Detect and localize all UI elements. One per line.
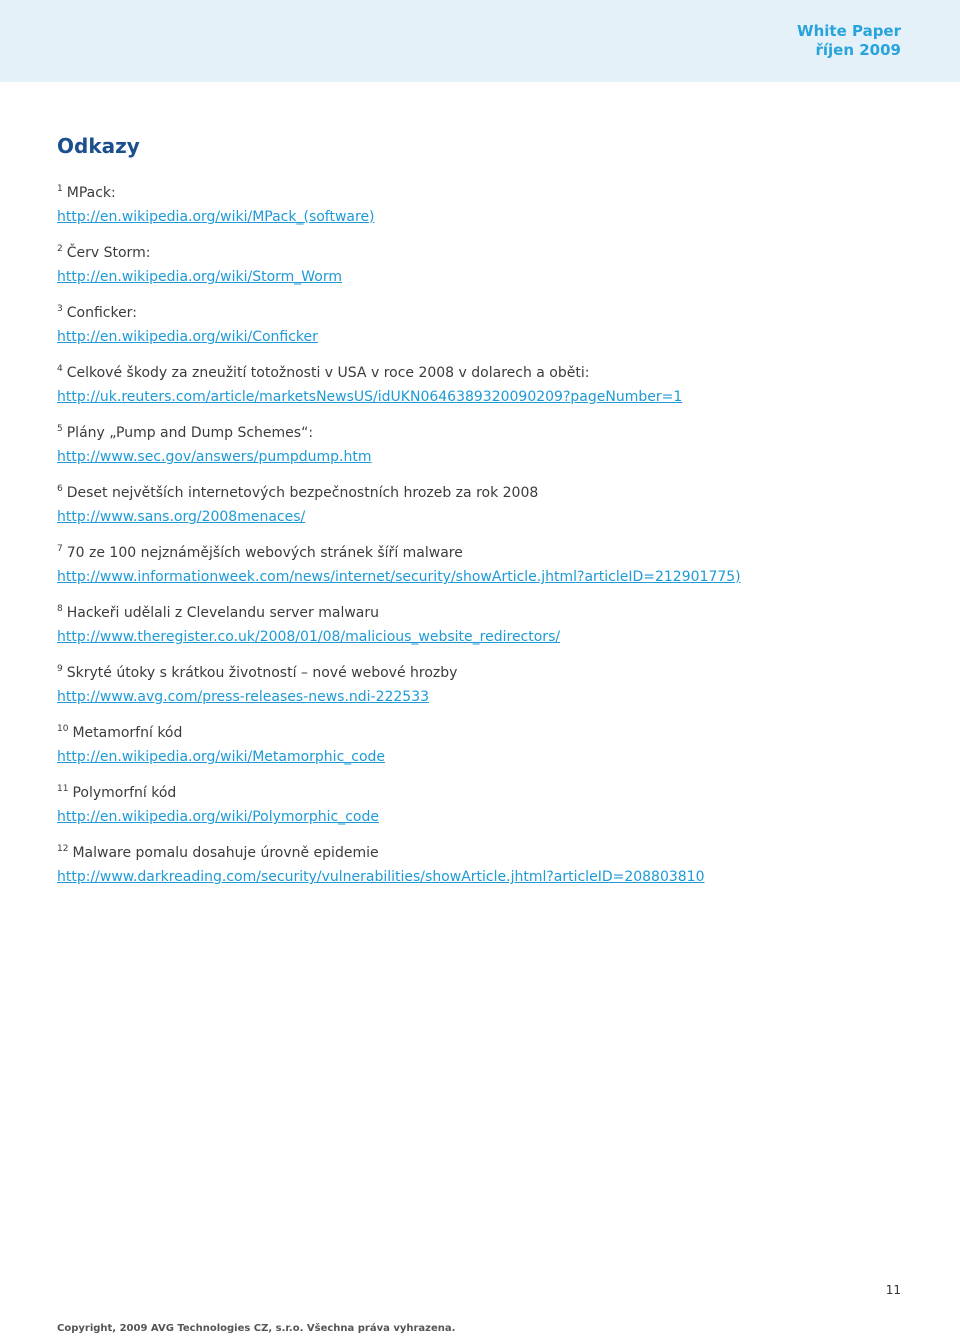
reference-text: Skryté útoky s krátkou životností – nové webové hrozby <box>66 665 458 681</box>
reference-description <box>57 244 917 262</box>
reference-description <box>57 544 917 562</box>
reference-description <box>57 784 917 802</box>
reference-item <box>57 424 917 484</box>
reference-description <box>57 724 917 742</box>
reference-number: 11 <box>57 784 69 795</box>
reference-link[interactable]: http://www.avg.com/press-releases-news.ndi-222533 <box>57 689 430 705</box>
reference-description <box>57 604 917 622</box>
footer-copyright: Copyright, 2009 AVG Technologies CZ, s.r.o. Všechna práva vyhrazena. <box>57 1323 456 1334</box>
reference-text: Plány „Pump and Dump Schemes“: <box>66 425 314 441</box>
reference-link[interactable]: http://en.wikipedia.org/wiki/Conficker <box>57 329 318 345</box>
reference-item <box>57 484 917 544</box>
reference-item <box>57 784 917 844</box>
page-number: 11 <box>885 1283 901 1297</box>
reference-text: Deset největších internetových bezpečnostních hrozeb za rok 2008 <box>66 485 539 501</box>
reference-link[interactable]: http://www.theregister.co.uk/2008/01/08/malicious_website_redirectors/ <box>57 629 561 645</box>
reference-number: 3 <box>57 304 63 315</box>
reference-text: Hackeři udělali z Clevelandu server malwaru <box>66 605 379 621</box>
header-band <box>0 0 960 82</box>
reference-link[interactable]: http://uk.reuters.com/article/marketsNewsUS/idUKN0646389320090209?pageNumber=1 <box>57 389 683 405</box>
reference-text: Červ Storm: <box>66 245 151 261</box>
reference-text: Conficker: <box>66 305 137 321</box>
reference-description <box>57 484 917 502</box>
reference-number: 12 <box>57 844 69 855</box>
reference-item <box>57 364 917 424</box>
reference-description <box>57 184 917 202</box>
reference-item <box>57 244 917 304</box>
reference-number: 1 <box>57 184 63 195</box>
reference-link[interactable]: http://en.wikipedia.org/wiki/Polymorphic_code <box>57 809 379 825</box>
reference-number: 8 <box>57 604 63 615</box>
reference-text: Metamorfní kód <box>72 725 183 741</box>
header-text <box>797 22 901 60</box>
reference-description <box>57 844 917 862</box>
reference-item <box>57 304 917 364</box>
reference-link[interactable]: http://en.wikipedia.org/wiki/MPack_(software) <box>57 209 375 225</box>
reference-number: 7 <box>57 544 63 555</box>
reference-link[interactable]: http://en.wikipedia.org/wiki/Storm_Worm <box>57 269 343 285</box>
reference-link[interactable]: http://www.sec.gov/answers/pumpdump.htm <box>57 449 372 465</box>
reference-text: Polymorfní kód <box>72 785 177 801</box>
reference-number: 9 <box>57 664 63 675</box>
reference-text: Celkové škody za zneužití totožnosti v USA v roce 2008 v dolarech a oběti: <box>66 365 590 381</box>
header-date: říjen 2009 <box>815 41 901 59</box>
reference-item <box>57 724 917 784</box>
reference-number: 10 <box>57 724 69 735</box>
reference-text: Malware pomalu dosahuje úrovně epidemie <box>72 845 379 861</box>
header-title: White Paper <box>797 22 901 40</box>
reference-description <box>57 304 917 322</box>
reference-text: 70 ze 100 nejznámějších webových stránek šíří malware <box>66 545 463 561</box>
reference-item <box>57 844 917 904</box>
reference-number: 6 <box>57 484 63 495</box>
reference-description <box>57 424 917 442</box>
references-list <box>57 184 917 904</box>
reference-description <box>57 364 917 382</box>
reference-text: MPack: <box>66 185 116 201</box>
reference-item <box>57 544 917 604</box>
reference-item <box>57 604 917 664</box>
reference-link[interactable]: http://www.sans.org/2008menaces/ <box>57 509 306 525</box>
reference-link[interactable]: http://en.wikipedia.org/wiki/Metamorphic_code <box>57 749 386 765</box>
reference-link[interactable]: http://www.informationweek.com/news/internet/security/showArticle.jhtml?articleID=212901775) <box>57 569 741 585</box>
reference-number: 4 <box>57 364 63 375</box>
reference-link[interactable]: http://www.darkreading.com/security/vulnerabilities/showArticle.jhtml?articleID=208803810 <box>57 869 705 885</box>
reference-number: 5 <box>57 424 63 435</box>
reference-description <box>57 664 917 682</box>
reference-item <box>57 184 917 244</box>
reference-number: 2 <box>57 244 63 255</box>
section-title: Odkazy <box>57 134 140 158</box>
reference-item <box>57 664 917 724</box>
